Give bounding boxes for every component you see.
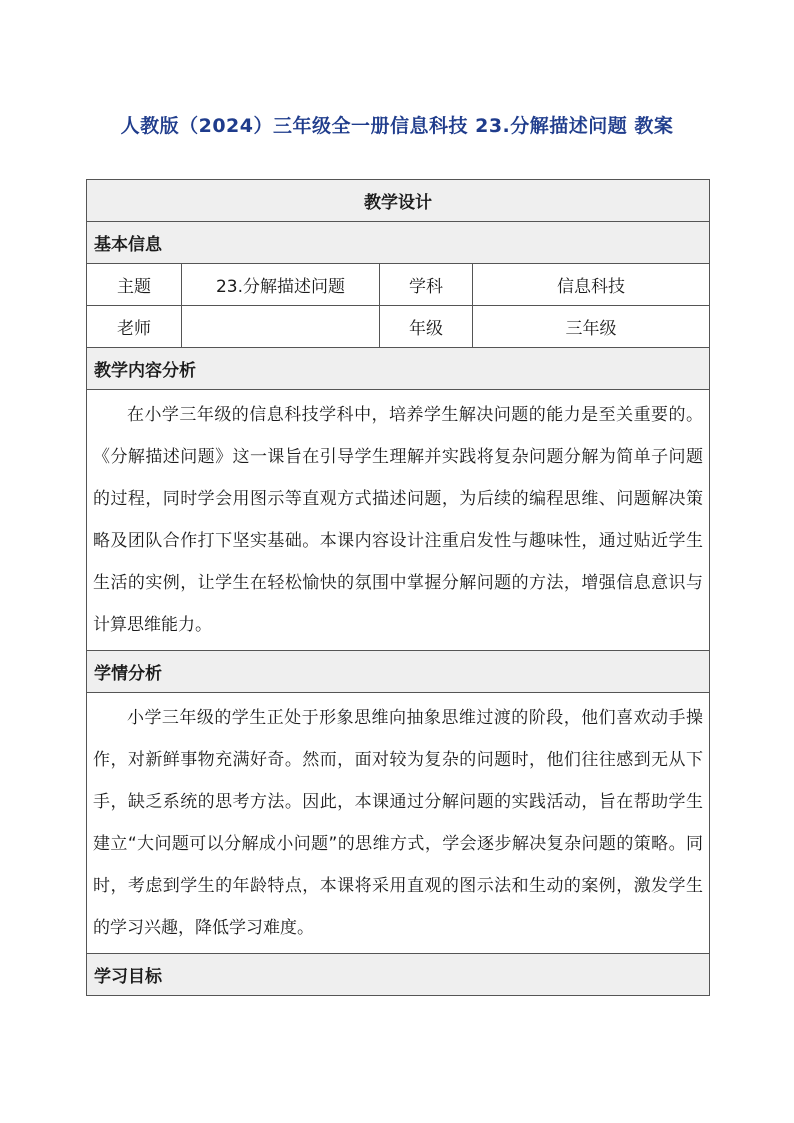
section-content-analysis-row (87, 348, 710, 390)
table-header: 教学设计 (87, 180, 710, 222)
grade-label: 年级 (380, 306, 473, 348)
content-analysis-text: 在小学三年级的信息科技学科中，培养学生解决问题的能力是至关重要的。《分解描述问题》这一课旨在引导学生理解并实践将复杂问题分解为简单子问题的过程，同时学会用图示等直观方式描述问题，为后续的编程思维、问题解决策略及团队合作打下坚实基础。本课内容设计注重启发性与趣味性，通过贴近学生生活的实例，让学生在轻松愉快的氛围中掌握分解问题的方法，增强信息意识与计算思维能力。 (87, 390, 710, 651)
lesson-plan-table (86, 179, 710, 996)
section-heading-basic-info: 基本信息 (87, 222, 710, 264)
section-heading-student-analysis: 学情分析 (87, 651, 710, 693)
teacher-label: 老师 (87, 306, 182, 348)
topic-label: 主题 (87, 264, 182, 306)
section-basic-info-row (87, 222, 710, 264)
document-title: 人教版（2024）三年级全一册信息科技 23.分解描述问题 教案 (120, 115, 674, 137)
student-analysis-text-row (87, 693, 710, 954)
section-student-analysis-row (87, 651, 710, 693)
subject-label: 学科 (380, 264, 473, 306)
content-analysis-text-row (87, 390, 710, 651)
teacher-value (182, 306, 380, 348)
section-heading-learning-goals: 学习目标 (87, 954, 710, 996)
student-analysis-text: 小学三年级的学生正处于形象思维向抽象思维过渡的阶段，他们喜欢动手操作，对新鲜事物充满好奇。然而，面对较为复杂的问题时，他们往往感到无从下手，缺乏系统的思考方法。因此，本课通过分解问题的实践活动，旨在帮助学生建立“大问题可以分解成小问题”的思维方式，学会逐步解决复杂问题的策略。同时，考虑到学生的年龄特点，本课将采用直观的图示法和生动的案例，激发学生的学习兴趣，降低学习难度。 (87, 693, 710, 954)
topic-value: 23.分解描述问题 (182, 264, 380, 306)
subject-value: 信息科技 (473, 264, 710, 306)
grade-value: 三年级 (473, 306, 710, 348)
section-heading-content-analysis: 教学内容分析 (87, 348, 710, 390)
table-header-row (87, 180, 710, 222)
table-row (87, 306, 710, 348)
table-row (87, 264, 710, 306)
section-learning-goals-row (87, 954, 710, 996)
